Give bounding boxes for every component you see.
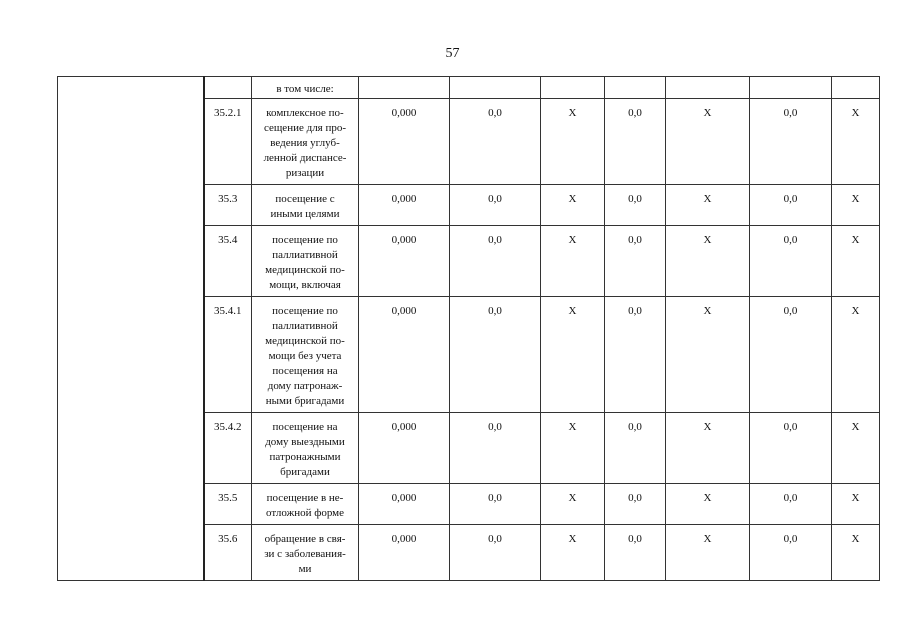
row-value: 0,000 bbox=[359, 525, 450, 581]
table-row-subheader bbox=[58, 77, 880, 99]
row-value: X bbox=[541, 297, 605, 413]
row-value: X bbox=[666, 185, 750, 226]
row-value: X bbox=[541, 525, 605, 581]
row-value: 0,0 bbox=[750, 185, 832, 226]
row-value: 0,0 bbox=[605, 226, 666, 297]
row-value: X bbox=[666, 99, 750, 185]
row-value: 0,0 bbox=[605, 99, 666, 185]
subheader-label: в том числе: bbox=[252, 77, 359, 99]
row-value: 0,0 bbox=[605, 185, 666, 226]
row-value: X bbox=[541, 413, 605, 484]
row-code: 35.4 bbox=[204, 226, 252, 297]
row-value: X bbox=[541, 185, 605, 226]
row-name: посещение в не- отложной форме bbox=[252, 484, 359, 525]
row-value: X bbox=[832, 226, 880, 297]
row-value: 0,0 bbox=[750, 99, 832, 185]
row-value: 0,0 bbox=[450, 99, 541, 185]
row-code: 35.2.1 bbox=[204, 99, 252, 185]
row-value: 0,0 bbox=[450, 525, 541, 581]
row-value: 0,0 bbox=[750, 525, 832, 581]
row-value: 0,0 bbox=[750, 484, 832, 525]
row-name: посещение по паллиативной медицинской по- мощи без учета посещения на дому патронаж- ными бригадами bbox=[252, 297, 359, 413]
row-value: X bbox=[666, 525, 750, 581]
row-value: 0,0 bbox=[450, 413, 541, 484]
left-merged-cell bbox=[58, 77, 204, 581]
row-value: 0,000 bbox=[359, 297, 450, 413]
row-value: 0,0 bbox=[450, 226, 541, 297]
row-value: 0,0 bbox=[450, 185, 541, 226]
row-value: X bbox=[541, 99, 605, 185]
value-cell-empty bbox=[450, 77, 541, 99]
value-cell-empty bbox=[832, 77, 880, 99]
row-code: 35.3 bbox=[204, 185, 252, 226]
row-value: X bbox=[832, 185, 880, 226]
value-cell-empty bbox=[605, 77, 666, 99]
row-code: 35.6 bbox=[204, 525, 252, 581]
value-cell-empty bbox=[359, 77, 450, 99]
row-name: посещение с иными целями bbox=[252, 185, 359, 226]
row-value: 0,000 bbox=[359, 484, 450, 525]
row-value: X bbox=[832, 484, 880, 525]
row-value: 0,0 bbox=[750, 297, 832, 413]
row-value: X bbox=[666, 297, 750, 413]
row-value: 0,000 bbox=[359, 185, 450, 226]
row-value: 0,0 bbox=[605, 525, 666, 581]
row-value: X bbox=[666, 226, 750, 297]
row-name: посещение на дому выездными патронажными бригадами bbox=[252, 413, 359, 484]
data-table bbox=[57, 76, 880, 581]
row-value: 0,0 bbox=[450, 297, 541, 413]
row-value: 0,0 bbox=[605, 484, 666, 525]
code-cell-empty bbox=[204, 77, 252, 99]
row-value: X bbox=[832, 297, 880, 413]
value-cell-empty bbox=[541, 77, 605, 99]
row-value: X bbox=[541, 484, 605, 525]
row-value: 0,000 bbox=[359, 226, 450, 297]
row-name: посещение по паллиативной медицинской по- мощи, включая bbox=[252, 226, 359, 297]
row-value: 0,0 bbox=[450, 484, 541, 525]
row-code: 35.5 bbox=[204, 484, 252, 525]
row-value: X bbox=[666, 413, 750, 484]
row-name: комплексное по- сещение для про- ведения углуб- ленной диспансе- ризации bbox=[252, 99, 359, 185]
row-value: X bbox=[832, 525, 880, 581]
row-value: X bbox=[832, 99, 880, 185]
row-value: X bbox=[832, 413, 880, 484]
row-value: X bbox=[541, 226, 605, 297]
row-code: 35.4.1 bbox=[204, 297, 252, 413]
page-number: 57 bbox=[445, 46, 460, 61]
value-cell-empty bbox=[666, 77, 750, 99]
row-value: 0,0 bbox=[605, 297, 666, 413]
row-code: 35.4.2 bbox=[204, 413, 252, 484]
value-cell-empty bbox=[750, 77, 832, 99]
table-body bbox=[58, 77, 880, 581]
row-value: 0,0 bbox=[605, 413, 666, 484]
row-name: обращение в свя- зи с заболевания- ми bbox=[252, 525, 359, 581]
row-value: 0,0 bbox=[750, 413, 832, 484]
row-value: 0,0 bbox=[750, 226, 832, 297]
row-value: 0,000 bbox=[359, 99, 450, 185]
row-value: X bbox=[666, 484, 750, 525]
row-value: 0,000 bbox=[359, 413, 450, 484]
